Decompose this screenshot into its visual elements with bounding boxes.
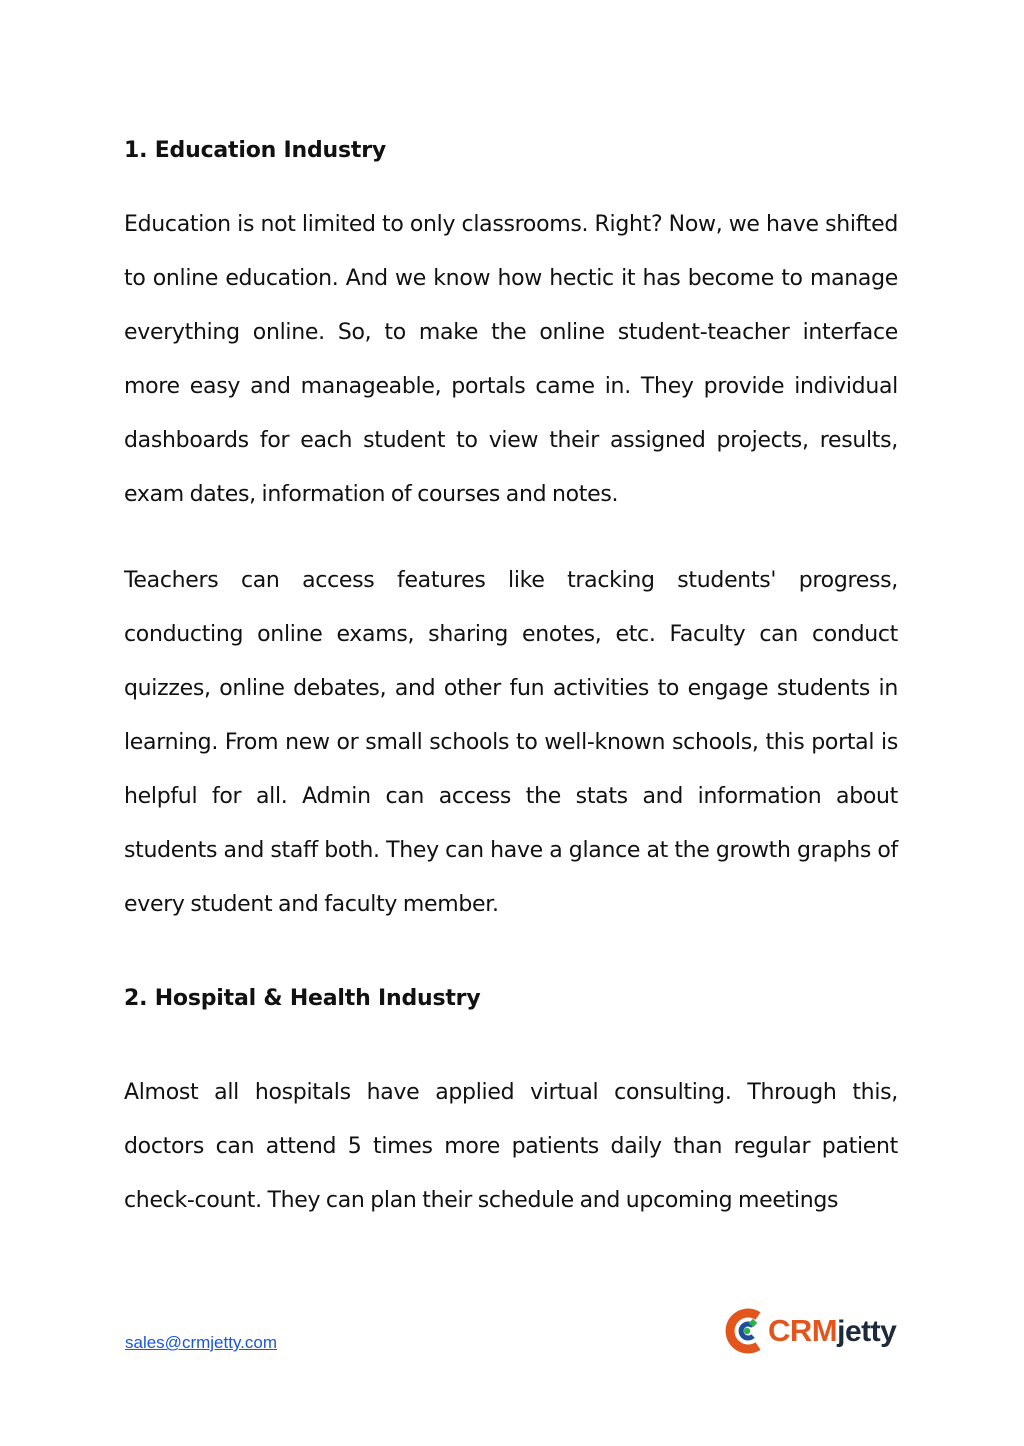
sales-email-link[interactable]: sales@crmjetty.com (125, 1333, 278, 1352)
section-heading-education: 1. Education Industry (124, 138, 387, 163)
paragraph-education-1: Education is not limited to only classrooms. Right? Now, we have shifted to online education. And we know how hectic it has become to manage everything online. So, to make the online student-teacher interface more easy and manageable, portals came in. They provide individual dashboards for each student to view their assigned projects, results, exam dates, information of courses and notes. (124, 212, 898, 507)
document-body (124, 132, 898, 1228)
logo-text-crm: CRM (768, 1312, 838, 1348)
paragraph-education-2: Teachers can access features like tracking students' progress, conducting online exams, sharing enotes, etc. Faculty can conduct quizzes, online debates, and other fun activities to engage students in learning. From new or small schools to well-known schools, this portal is helpful for all. Admin can access the stats and information about students and staff both. They can have a glance at the growth graphs of every student and faculty member. (124, 568, 898, 917)
paragraph-hospital-1: Almost all hospitals have applied virtual consulting. Through this, doctors can attend 5 times more patients daily than regular patient check-count. They can plan their schedule and upcoming meetings (124, 1080, 898, 1213)
crmjetty-logo-icon (722, 1306, 766, 1356)
logo-text-jetty: jetty (837, 1314, 897, 1348)
section-heading-hospital: 2. Hospital & Health Industry (124, 986, 481, 1011)
crmjetty-logo (722, 1306, 900, 1356)
crmjetty-wordmark (768, 1306, 896, 1357)
